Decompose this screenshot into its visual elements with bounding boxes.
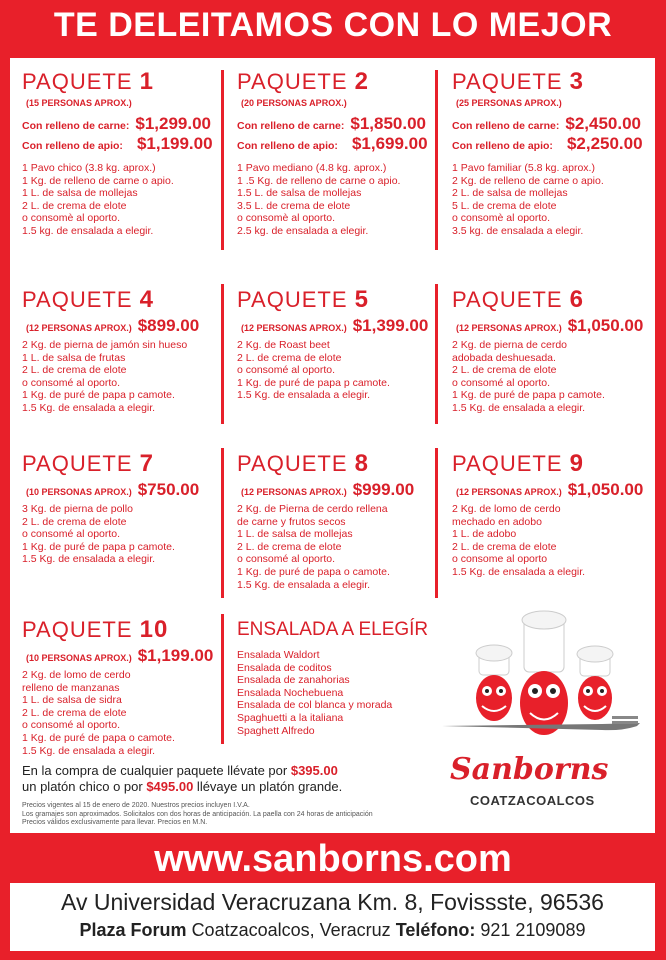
persons-price-row: (12 PERSONAS APROX.) $899.00 [26, 316, 200, 335]
package-items: 2 Kg. de lomo de cerdo relleno de manzanas 1 L. de salsa de sidra 2 L. de crema de elote o consomé al oporto. 1 Kg. de puré de papa o camote. 1.5 Kg. de ensalada a elegir. [22, 669, 175, 757]
brand-logo: Sanborns [450, 752, 609, 787]
divider [435, 70, 438, 250]
price-row-apio: Con relleno de apio: $2,250.00 [452, 134, 643, 153]
package-title: PAQUETE 6 [452, 286, 584, 313]
package-items: 2 Kg. de Pierna de cerdo rellena de carne y frutos secos 1 L. de salsa de mollejas 2 L. de crema de elote o consomé al oporto. 1 Kg. de puré de papa o camote. 1.5 Kg. de ensalada a elegir. [237, 503, 390, 591]
promo-note: En la compra de cualquier paquete llévate por $395.00 un platón chico o por $495.00 llévaye un platón grande. [22, 763, 343, 794]
package-title: PAQUETE 3 [452, 68, 584, 95]
package-9 [452, 452, 652, 579]
package-1 [22, 70, 222, 238]
package-7 [22, 452, 222, 566]
divider [221, 70, 224, 250]
package-4 [22, 288, 222, 415]
persons-price-row: (10 PERSONAS APROX.) $750.00 [26, 480, 200, 499]
footer [10, 883, 655, 951]
salad-title: ENSALADA A ELEGÍR [237, 619, 429, 640]
address: Av Universidad Veracruzana Km. 8, Fovissste, 96536 [61, 889, 604, 915]
package-2 [237, 70, 437, 238]
persons-price-row: (12 PERSONAS APROX.) $1,050.00 [456, 316, 644, 335]
package-persons: (15 PERSONAS APROX.) [26, 98, 132, 108]
price-row-meat: Con relleno de carne: $2,450.00 [452, 114, 641, 133]
package-items: 1 Pavo familiar (5.8 kg. aprox.) 2 Kg. de relleno de carne o apio. 2 L. de salsa de mollejas 5 L. de crema de elote o consomè al oporto. 3.5 kg. de ensalada a elegir. [452, 162, 604, 237]
package-title: PAQUETE 7 [22, 450, 154, 477]
package-items: 2 Kg. de lomo de cerdo mechado en adobo 1 L. de adobo 2 L. de crema de elote o consome al oporto 1.5 Kg. de ensalada a elegir. [452, 503, 586, 578]
divider [221, 448, 224, 598]
persons-price-row: (12 PERSONAS APROX.) $1,050.00 [456, 480, 644, 499]
menu-panel [10, 58, 655, 833]
package-title: PAQUETE 9 [452, 450, 584, 477]
package-8 [237, 452, 437, 591]
phone-number[interactable]: 921 2109089 [480, 920, 586, 940]
package-10 [22, 618, 222, 757]
package-title: PAQUETE 8 [237, 450, 369, 477]
package-persons: (25 PERSONAS APROX.) [456, 98, 562, 108]
package-items: 2 Kg. de pierna de jamón sin hueso 1 L. de salsa de frutas 2 L. de crema de elote o consomé al oporto. 1 Kg. de puré de papa p camote. 1.5 Kg. de ensalada a elegir. [22, 339, 188, 414]
package-items: 2 Kg. de Roast beet 2 L. de crema de elote o consomé al oporto. 1 Kg. de puré de papa p camote. 1.5 Kg. de ensalada a elegir. [237, 339, 390, 402]
city-label: COATZACOALCOS [470, 793, 595, 808]
page-title: TE DELEITAMOS CON LO MEJOR [53, 6, 613, 44]
package-3 [452, 70, 652, 238]
chef-hat-icon [476, 611, 613, 676]
divider [435, 284, 438, 424]
price-row-apio: Con relleno de apio: $1,699.00 [237, 134, 428, 153]
package-5 [237, 288, 437, 402]
package-items: 3 Kg. de pierna de pollo 2 L. de crema de elote o consomé al oporto. 1 Kg. de puré de papa p camote. 1.5 Kg. de ensalada a elegir. [22, 503, 175, 566]
persons-price-row: (12 PERSONAS APROX.) $999.00 [241, 480, 415, 499]
package-title: PAQUETE 10 [22, 616, 169, 643]
divider [435, 448, 438, 598]
price-row-meat: Con relleno de carne: $1,299.00 [22, 114, 211, 133]
divider [221, 614, 224, 744]
package-items: 1 Pavo chico (3.8 kg. aprox.) 1 Kg. de relleno de carne o apio. 1 L. de salsa de mollejas 2 L. de crema de elote o consomè al oporto. 1.5 kg. de ensalada a elegir. [22, 162, 174, 237]
price-row-meat: Con relleno de carne: $1,850.00 [237, 114, 426, 133]
location-line: Plaza Forum Coatzacoalcos, Veracruz Teléfono: 921 2109089 [79, 920, 586, 940]
package-title: PAQUETE 5 [237, 286, 369, 313]
divider [221, 284, 224, 424]
salad-list: Ensalada Waldort Ensalada de coditos Ensalada de zanahorias Ensalada Nochebuena Ensalada de col blanca y morada Spaghuetti a la italiana Spaghett Alfredo [237, 649, 393, 737]
package-title: PAQUETE 4 [22, 286, 154, 313]
package-title: PAQUETE 1 [22, 68, 154, 95]
persons-price-row: (10 PERSONAS APROX.) $1,199.00 [26, 646, 214, 665]
fine-print: Precios vigentes al 15 de enero de 2020. Nuestros precios incluyen I.V.A. Los gramajes son aproximados. Solicitalos con dos horas de anticipación. La paella con 24 horas de anticipación Precios válidos exclusivamente para llevar. Precios en M.N. [22, 802, 373, 826]
website-link[interactable]: www.sanborns.com [154, 838, 512, 880]
persons-price-row: (12 PERSONAS APROX.) $1,399.00 [241, 316, 429, 335]
package-6 [452, 288, 652, 415]
package-items: 1 Pavo mediano (4.8 kg. aprox.) 1 .5 Kg. de relleno de carne o apio. 1.5 L. de salsa de mollejas 3.5 L. de crema de elote o consomè al oporto. 2.5 kg. de ensalada a elegir. [237, 162, 401, 237]
price-row-apio: Con relleno de apio: $1,199.00 [22, 134, 213, 153]
salad-section [237, 618, 437, 737]
package-persons: (20 PERSONAS APROX.) [241, 98, 347, 108]
owl-mascot-icon [442, 598, 642, 763]
package-items: 2 Kg. de pierna de cerdo adobada deshuesada. 2 L. de crema de elote o consomé al oporto. 1 Kg. de puré de papa p camote. 1.5 Kg. de ensalada a elegir. [452, 339, 605, 414]
package-title: PAQUETE 2 [237, 68, 369, 95]
